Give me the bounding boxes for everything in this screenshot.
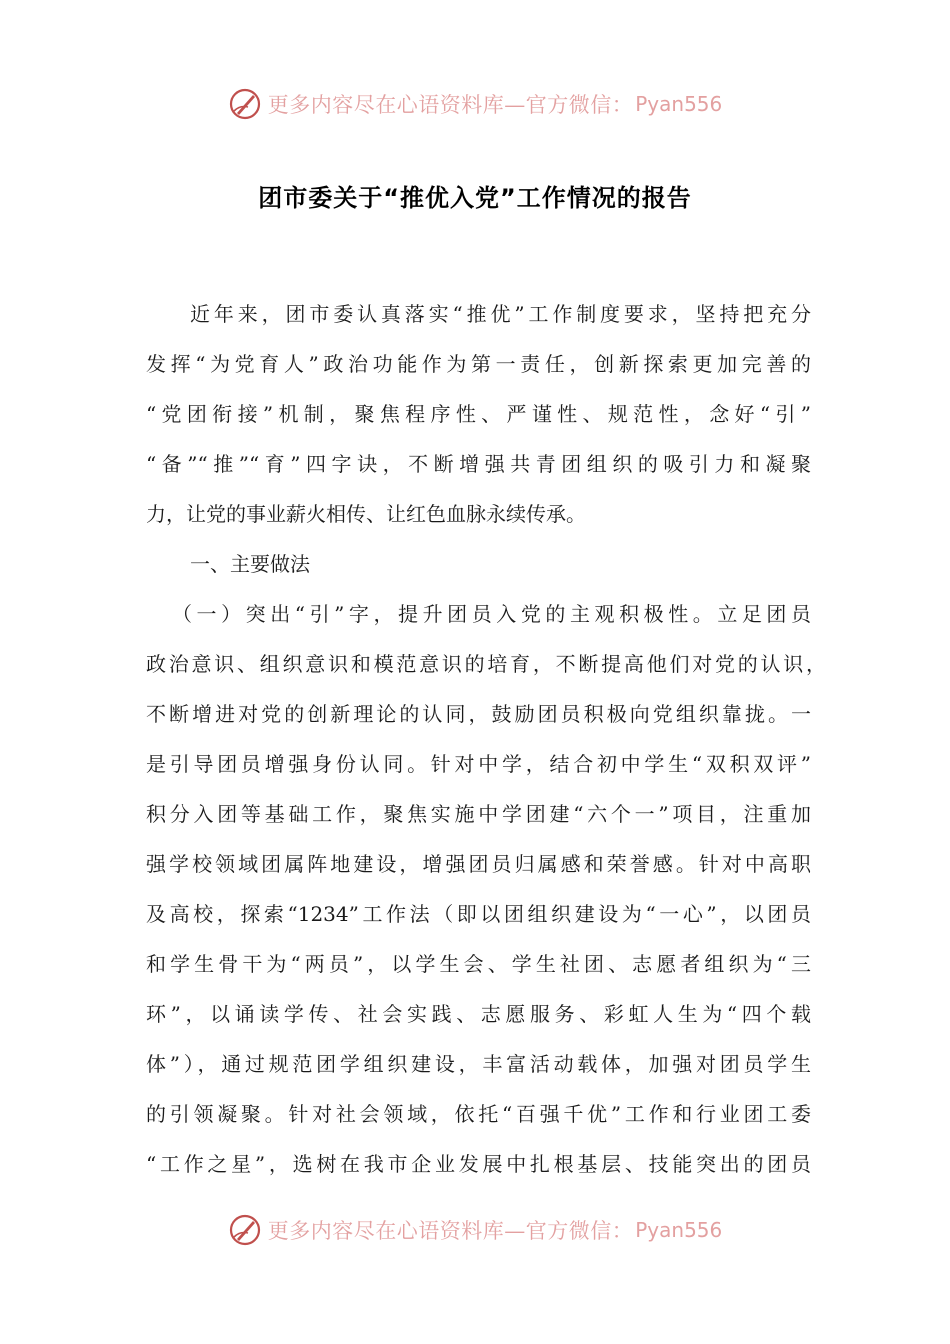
subsection-heading-line: （一）突出“引”字，提升团员入党的主观积极性。立足团员 bbox=[172, 602, 811, 626]
watermark-wechat-id: Pyan556 bbox=[635, 1218, 723, 1242]
body-line: 政治意识、组织意识和模范意识的培育，不断提高他们对党的认识， bbox=[146, 652, 826, 676]
body-line: 强学校领域团属阵地建设，增强团员归属感和荣誉感。针对中高职 bbox=[146, 852, 811, 876]
body-line: 不断增进对党的创新理论的认同，鼓励团员积极向党组织靠拢。一 bbox=[146, 702, 811, 726]
body-line: 及高校，探索“1234”工作法（即以团组织建设为“一心”，以团员 bbox=[146, 902, 811, 926]
watermark-banner-bottom bbox=[0, 1210, 950, 1250]
body-line: “党团衔接”机制，聚焦程序性、严谨性、规范性，念好“引” bbox=[146, 402, 811, 426]
body-line: 体”），通过规范团学组织建设，丰富活动载体，加强对团员学生 bbox=[146, 1052, 811, 1076]
pen-logo-icon bbox=[228, 1213, 262, 1247]
body-line: 环”，以诵读学传、社会实践、志愿服务、彩虹人生为“四个载 bbox=[146, 1002, 811, 1026]
body-line: 发挥“为党育人”政治功能作为第一责任，创新探索更加完善的 bbox=[146, 352, 811, 376]
watermark-text: 更多内容尽在心语资料库—官方微信： bbox=[267, 1219, 634, 1243]
body-line: 近年来，团市委认真落实“推优”工作制度要求，坚持把充分 bbox=[190, 302, 811, 326]
document-title: 团市委关于“推优入党”工作情况的报告 bbox=[258, 184, 692, 212]
pen-logo-icon bbox=[228, 87, 262, 121]
body-line: 积分入团等基础工作，聚焦实施中学团建“六个一”项目，注重加 bbox=[146, 802, 811, 826]
body-line: 和学生骨干为“两员”，以学生会、学生社团、志愿者组织为“三 bbox=[146, 952, 811, 976]
body-line: 的引领凝聚。针对社会领域，依托“百强千优”工作和行业团工委 bbox=[146, 1102, 811, 1126]
watermark-banner-top bbox=[0, 84, 950, 124]
body-line: “备”“推”“育”四字诀，不断增强共青团组织的吸引力和凝聚 bbox=[146, 452, 811, 476]
body-line: 力，让党的事业薪火相传、让红色血脉永续传承。 bbox=[146, 502, 586, 526]
watermark-wechat-id: Pyan556 bbox=[635, 92, 723, 116]
body-line: 是引导团员增强身份认同。针对中学，结合初中学生“双积双评” bbox=[146, 752, 811, 776]
watermark-text: 更多内容尽在心语资料库—官方微信： bbox=[267, 93, 634, 117]
section-heading: 一、主要做法 bbox=[190, 552, 310, 576]
body-line: “工作之星”，选树在我市企业发展中扎根基层、技能突出的团员 bbox=[146, 1152, 811, 1176]
